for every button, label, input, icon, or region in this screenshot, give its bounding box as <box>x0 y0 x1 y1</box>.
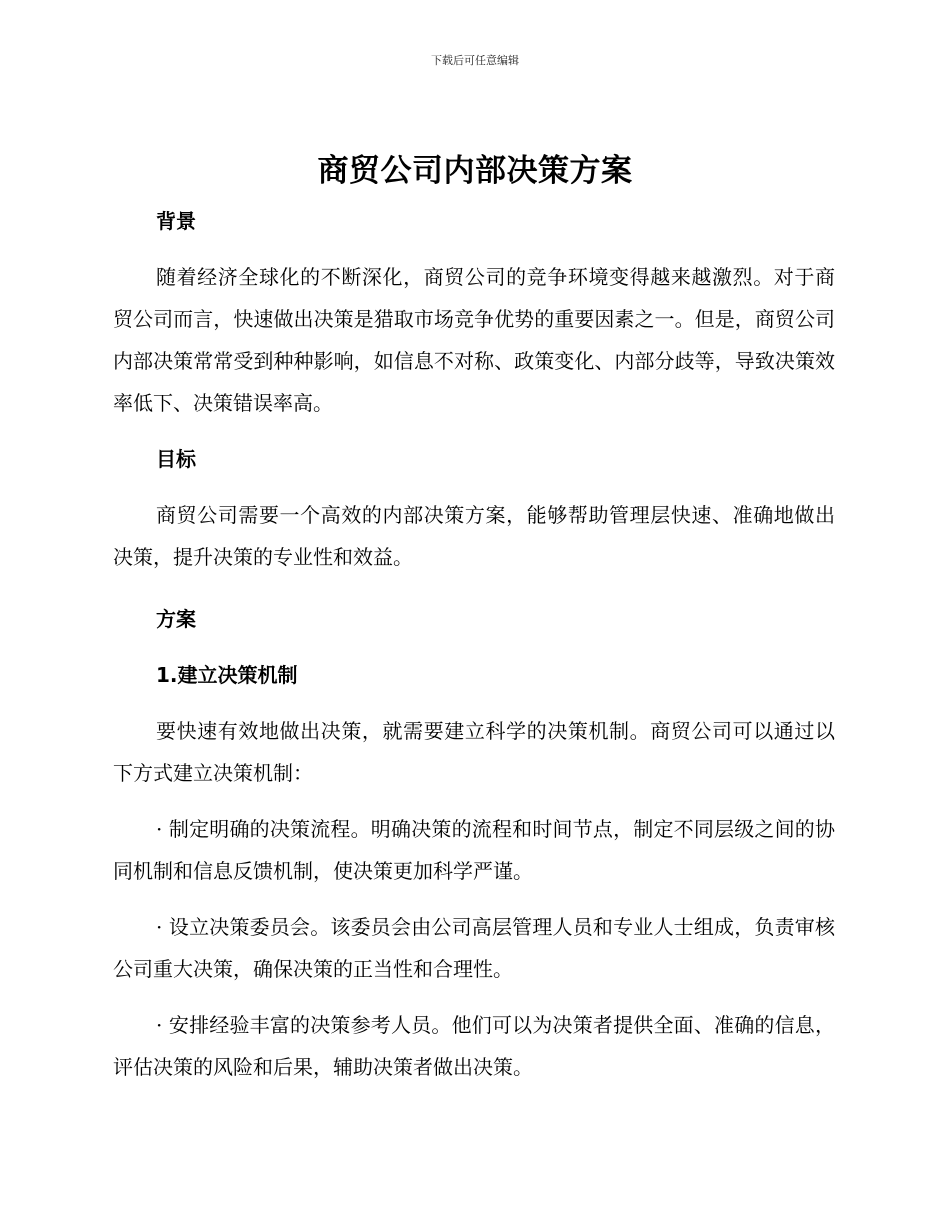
background-paragraph: 随着经济全球化的不断深化，商贸公司的竞争环境变得越来越激烈。对于商贸公司而言，快速做出决策是猎取市场竞争优势的重要因素之一。但是，商贸公司内部决策常常受到种种影响，如信息不对称、政策变化、内部分歧等，导致决策效率低下、决策错误率高。 <box>113 265 835 415</box>
section-heading-background: 背景 <box>156 209 196 233</box>
document-body <box>113 200 835 1088</box>
header-note: 下载后可任意编辑 <box>431 54 519 67</box>
subsection-heading-decision-mechanism: 1.建立决策机制 <box>156 663 298 687</box>
section-heading-plan: 方案 <box>156 607 196 631</box>
bullet-item-decision-advisors: · 安排经验丰富的决策参考人员。他们可以为决策者提供全面、准确的信息，评估决策的风险和后果，辅助决策者做出决策。 <box>113 1013 835 1079</box>
document-title: 商贸公司内部决策方案 <box>317 153 633 189</box>
bullet-item-decision-process: · 制定明确的决策流程。明确决策的流程和时间节点，制定不同层级之间的协同机制和信息反馈机制，使决策更加科学严谨。 <box>113 817 835 883</box>
section-heading-goal: 目标 <box>156 447 196 471</box>
decision-mechanism-intro: 要快速有效地做出决策，就需要建立科学的决策机制。商贸公司可以通过以下方式建立决策机制： <box>113 719 835 785</box>
goal-paragraph: 商贸公司需要一个高效的内部决策方案，能够帮助管理层快速、准确地做出决策，提升决策的专业性和效益。 <box>113 503 835 569</box>
bullet-item-decision-committee: · 设立决策委员会。该委员会由公司高层管理人员和专业人士组成，负责审核公司重大决策，确保决策的正当性和合理性。 <box>113 915 835 981</box>
